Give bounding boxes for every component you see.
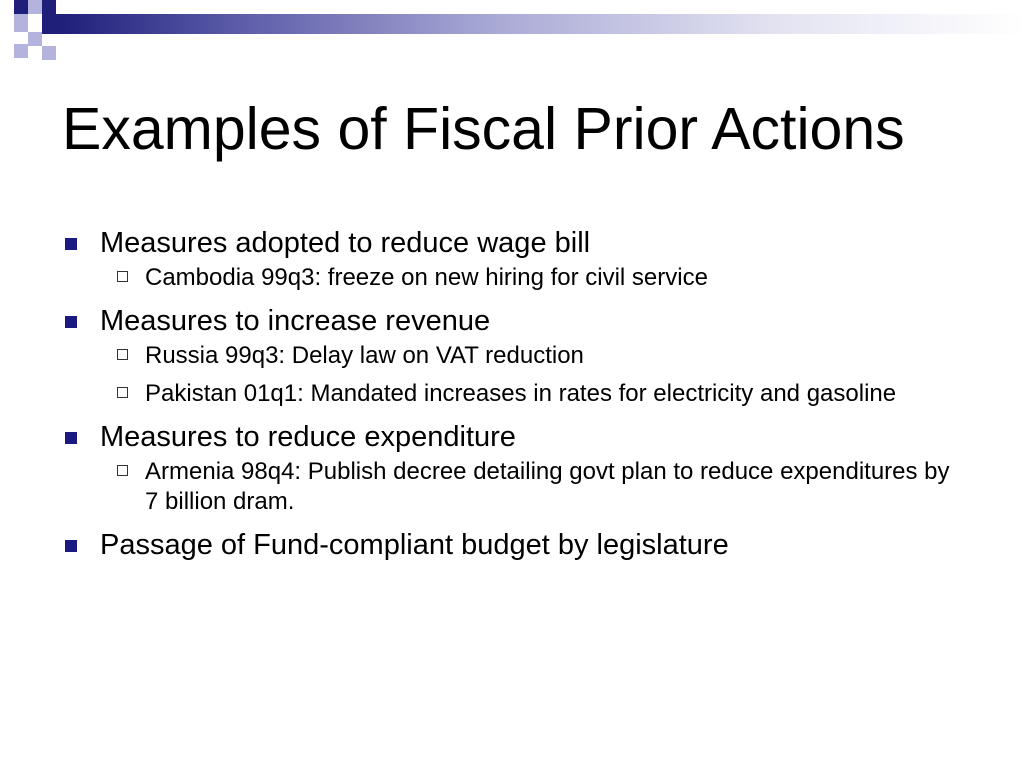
hollow-square-bullet-icon (117, 465, 128, 476)
bullet-item (62, 225, 962, 261)
sub-bullet-item (62, 457, 962, 517)
bullet-item (62, 303, 962, 339)
sub-bullet-item (62, 341, 962, 371)
bullet-item (62, 419, 962, 455)
hollow-square-bullet-icon (117, 271, 128, 282)
sub-bullet-text: Cambodia 99q3: freeze on new hiring for civil service (145, 264, 708, 291)
filled-square-bullet-icon (65, 432, 77, 444)
header-square-decoration (28, 32, 42, 46)
bullet-text: Measures to increase revenue (100, 305, 491, 337)
header-gradient-bar (60, 14, 1024, 34)
filled-square-bullet-icon (65, 316, 77, 328)
hollow-square-bullet-icon (117, 349, 128, 360)
filled-square-bullet-icon (65, 238, 77, 250)
header-square-decoration (14, 14, 28, 32)
header-square-decoration (14, 0, 28, 14)
bullet-text: Passage of Fund-compliant budget by legislature (100, 529, 729, 561)
hollow-square-bullet-icon (117, 387, 128, 398)
header-square-decoration (28, 14, 42, 32)
bullet-text: Measures to reduce expenditure (100, 421, 516, 453)
sub-bullet-item (62, 379, 962, 409)
header-square-decoration (42, 46, 56, 60)
sub-bullet-text: Armenia 98q4: Publish decree detailing govt plan to reduce expenditures by 7 billion dram. (145, 458, 950, 515)
header-square-decoration (42, 14, 60, 34)
bullet-text: Measures adopted to reduce wage bill (100, 227, 591, 259)
sub-bullet-text: Pakistan 01q1: Mandated increases in rates for electricity and gasoline (145, 380, 897, 407)
header-square-decoration (28, 0, 42, 14)
filled-square-bullet-icon (65, 540, 77, 552)
sub-bullet-item (62, 263, 962, 293)
bullet-list (62, 225, 962, 563)
header-square-decoration (14, 44, 28, 58)
bullet-item (62, 527, 962, 563)
sub-bullet-text: Russia 99q3: Delay law on VAT reduction (145, 342, 584, 369)
slide-title: Examples of Fiscal Prior Actions (62, 96, 905, 162)
header-square-decoration (42, 0, 56, 14)
